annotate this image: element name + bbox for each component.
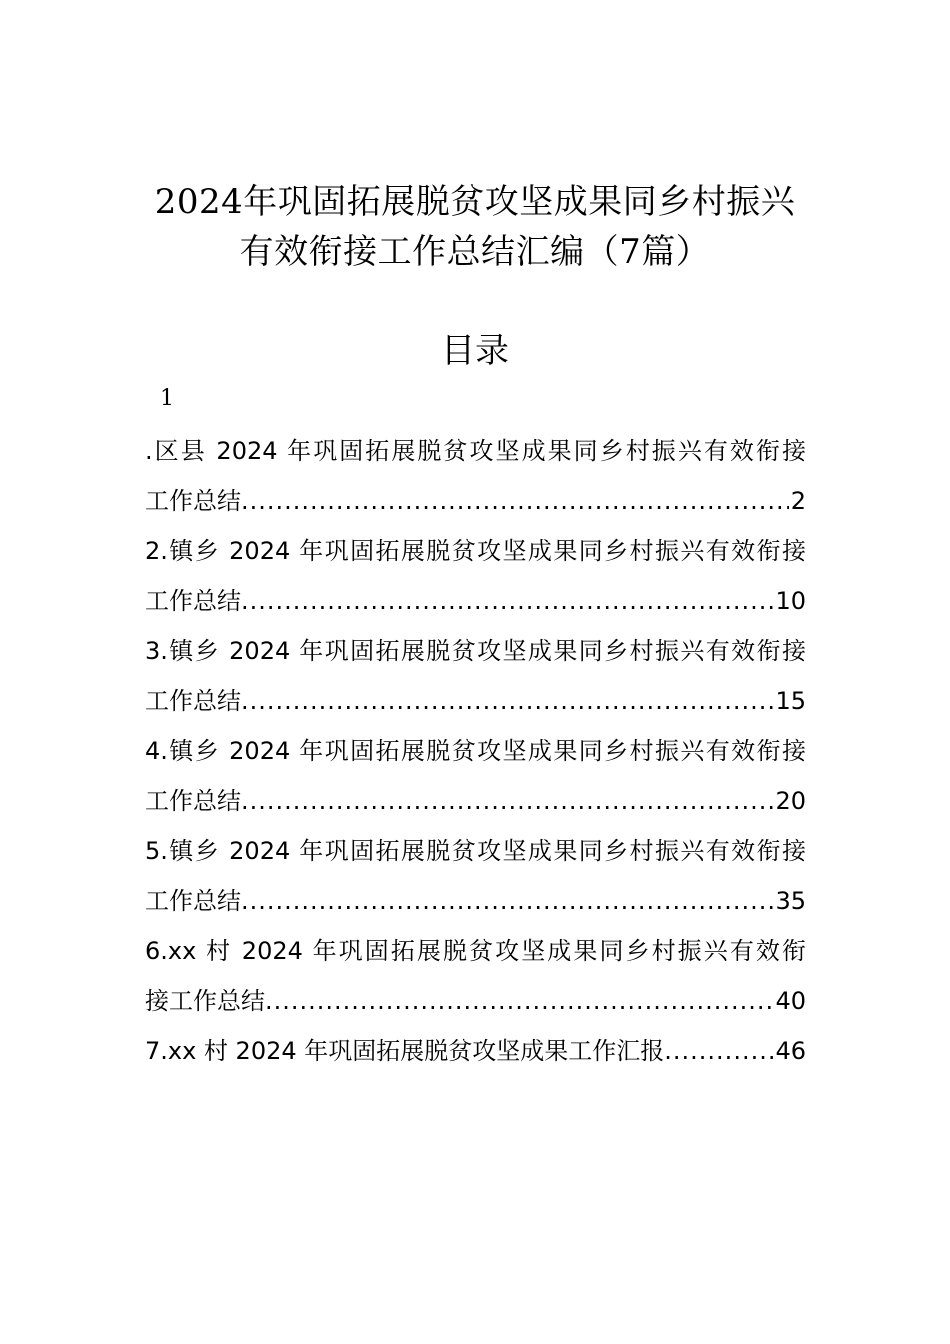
title-text-1: 年巩固拓展脱贫攻坚成果同乡村振兴 (243, 182, 796, 222)
toc-entry-4-line-1[interactable]: 4.镇乡 2024 年巩固拓展脱贫攻坚成果同乡村振兴有效衔接 (145, 737, 806, 765)
toc-entry-1-line-1[interactable]: .区县 2024 年巩固拓展脱贫攻坚成果同乡村振兴有效衔接 (145, 437, 806, 465)
toc-entry-5-line-1[interactable]: 5.镇乡 2024 年巩固拓展脱贫攻坚成果同乡村振兴有效衔接 (145, 837, 806, 865)
page-number: 20 (775, 787, 806, 815)
document-title-line-2 (0, 226, 950, 278)
toc-entry-7[interactable]: 7.xx 村 2024 年巩固拓展脱贫攻坚成果工作汇报 ..... 46 (145, 1026, 806, 1076)
toc-heading: 目录 (441, 331, 509, 371)
page-number: 15 (775, 687, 806, 715)
dot-leader (241, 876, 773, 926)
title-count: 7 (619, 232, 642, 272)
page-number: 2 (790, 487, 806, 515)
toc-entry-3-line-2[interactable]: 工作总结 ..... 15 (145, 676, 806, 726)
toc-entry-1-line-2[interactable]: 工作总结 ..... 2 (145, 476, 806, 526)
toc-entry-6-line-1[interactable]: 6.xx 村 2024 年巩固拓展脱贫攻坚成果同乡村振兴有效衔 (145, 937, 806, 965)
page-number: 46 (775, 1037, 806, 1065)
toc-entry-4-line-2[interactable]: 工作总结 ..... 20 (145, 776, 806, 826)
title-text-2b: 篇） (641, 232, 711, 272)
table-of-contents (145, 426, 806, 1076)
dot-leader (241, 776, 773, 826)
page-number: 35 (775, 887, 806, 915)
title-text-2a: 有效衔接工作总结汇编（ (239, 232, 620, 272)
document-title-line-1 (0, 176, 950, 228)
toc-entry-5-line-2[interactable]: 工作总结 ..... 35 (145, 876, 806, 926)
toc-entry-6-line-2[interactable]: 接工作总结 ..... 40 (145, 976, 806, 1026)
page-number: 40 (775, 987, 806, 1015)
dot-leader (241, 576, 773, 626)
toc-entry-2-line-1[interactable]: 2.镇乡 2024 年巩固拓展脱贫攻坚成果同乡村振兴有效衔接 (145, 537, 806, 565)
title-year: 2024 (154, 182, 244, 222)
toc-entry-3-line-1[interactable]: 3.镇乡 2024 年巩固拓展脱贫攻坚成果同乡村振兴有效衔接 (145, 637, 806, 665)
dot-leader (241, 476, 789, 526)
stray-number: 1 (160, 386, 174, 411)
page-number: 10 (775, 587, 806, 615)
dot-leader (664, 1026, 773, 1076)
dot-leader (241, 676, 773, 726)
dot-leader (265, 976, 773, 1026)
toc-entry-2-line-2[interactable]: 工作总结 ..... 10 (145, 576, 806, 626)
